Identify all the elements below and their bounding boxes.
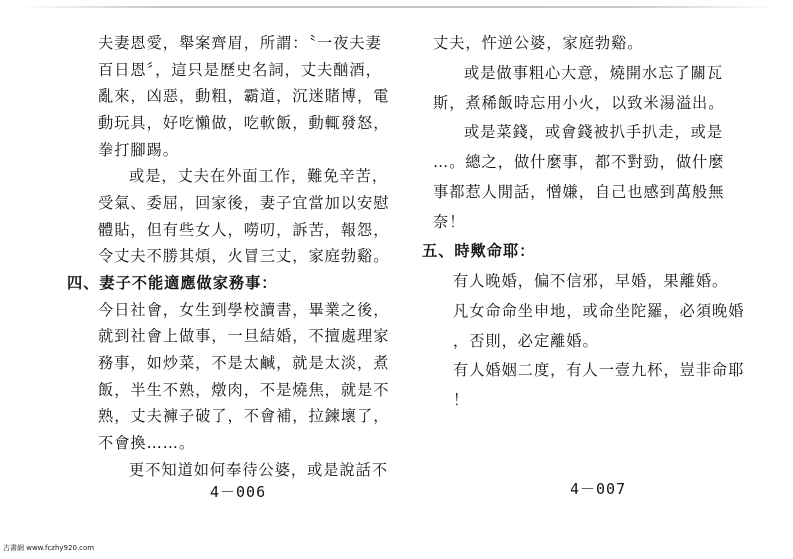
right-line: 有人婚姻二度，有人一壹九杯，豈非命耶 xyxy=(453,361,745,380)
left-line: 夫妻恩愛，舉案齊眉，所謂：〝一夜夫妻 xyxy=(98,34,382,52)
left-line: 受氣、委屈，回家後，妻子宜當加以安慰 xyxy=(98,193,390,212)
right-line: 凡女命命坐申地，或命坐陀羅，必須晚婚 xyxy=(453,301,745,320)
right-line: 有人晚婚，偏不信邪，早婚，果離婚。 xyxy=(453,272,729,291)
right-page-number: 4－007 xyxy=(570,480,627,498)
right-line: 丈夫，忤逆公婆，家庭勃谿。 xyxy=(433,34,644,52)
left-line: 亂來，凶惡，動粗，霸道，沉迷賭博，電 xyxy=(98,87,390,106)
left-line: 就到社會上做事，一旦結婚，不擅處理家 xyxy=(98,327,390,346)
right-line: 或是做事粗心大意，燒開水忘了關瓦 xyxy=(464,63,723,82)
section-heading-four: 四、妻子不能適應做家務事： xyxy=(67,273,278,292)
right-line: 斯，煮稀飯時忘用小火，以致米湯溢出。 xyxy=(433,93,725,112)
section-heading-five: 五、時歟命耶： xyxy=(422,242,536,261)
left-line: 體貼，但有些女人，嘮叨，訴苦，報怨， xyxy=(98,220,390,239)
left-line: 務事，如炒菜，不是太鹹，就是太淡，煮 xyxy=(98,353,390,372)
left-page-number: 4－006 xyxy=(210,483,267,501)
left-line: 或是，丈夫在外面工作，難免辛苦， xyxy=(129,167,388,186)
scan-edge-shadow xyxy=(20,6,780,8)
left-line: 拳打腳踢。 xyxy=(98,140,179,159)
right-line: ，否則，必定離婚。 xyxy=(453,331,599,350)
right-line: ！ xyxy=(453,391,470,410)
left-line: 不會換……。 xyxy=(98,433,196,452)
left-line: 熟，丈夫褲子破了，不會補，拉鍊壞了， xyxy=(98,407,390,426)
left-line: 今日社會，女生到學校讀書，畢業之後， xyxy=(98,300,390,319)
left-line: 百日恩〞，這只是歷史名詞，丈夫酗酒， xyxy=(98,60,382,79)
site-watermark: 古書網 www.fczhy920.com xyxy=(3,544,95,552)
right-line: 或是菜錢，或會錢被扒手扒走，或是 xyxy=(464,123,723,142)
right-line: …。總之，做什麼事，都不對勁，做什麼 xyxy=(433,153,725,172)
left-line: 令丈夫不勝其煩，火冒三丈，家庭勃谿。 xyxy=(98,247,390,266)
right-line: 奈！ xyxy=(433,212,466,231)
left-line: 飯，半生不熟，燉肉，不是燒焦，就是不 xyxy=(98,380,390,399)
left-line: 動玩具，好吃懶做，吃軟飯，動輒發怒， xyxy=(98,113,390,132)
right-line: 事都惹人閒話，憎嫌，自己也感到萬般無 xyxy=(433,182,725,201)
left-line: 更不知道如何奉待公婆，或是說話不 xyxy=(129,460,388,479)
